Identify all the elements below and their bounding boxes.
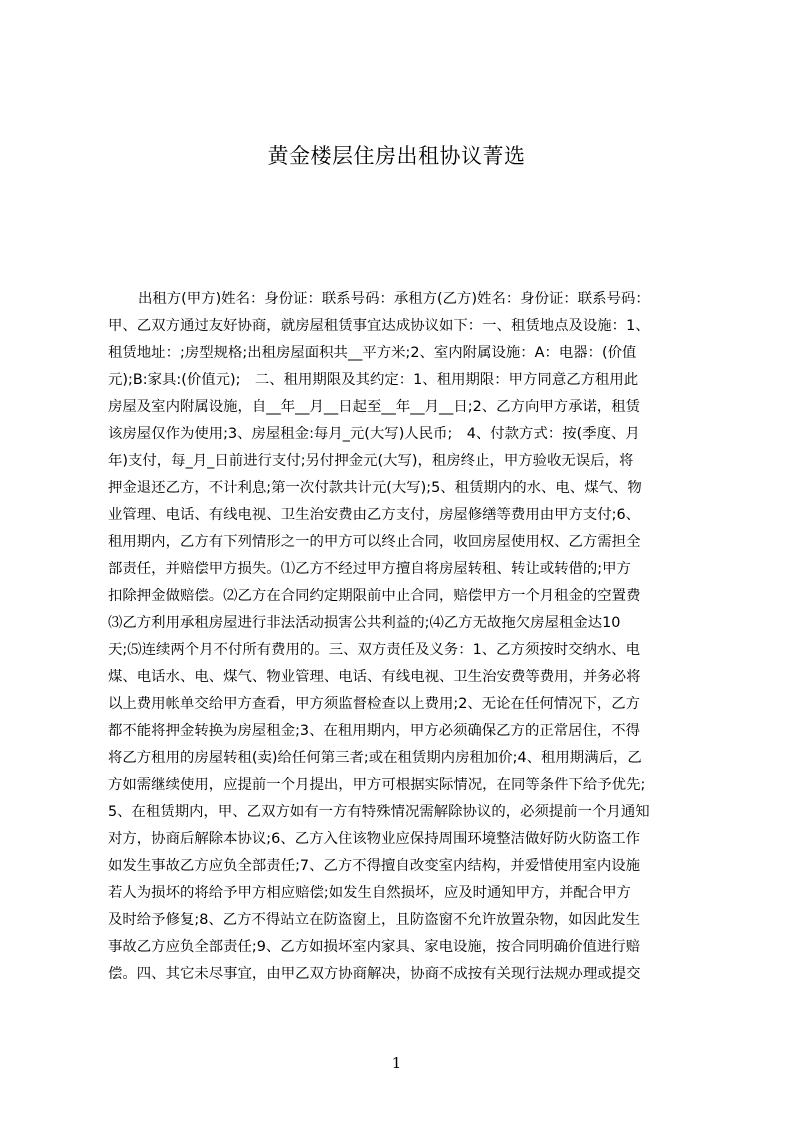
body-line: 出租方(甲方)姓名：身份证：联系号码：承租方(乙方)姓名：身份证：联系号码： [138,291,650,307]
document-title: 黄金楼层住房出租协议菁选 [267,144,526,168]
body-line: 5、在租赁期内，甲、乙双方如有一方有特殊情况需解除协议的，必须提前一个月通知 [108,804,650,820]
body-line: 若人为损坏的将给予甲方相应赔偿;如发生自然损坏，应及时通知甲方，并配合甲方 [108,885,631,901]
body-line: 租用期内，乙方有下列情形之一的甲方可以终止合同，收回房屋使用权、乙方需担全 [108,534,641,550]
body-line: 对方，协商后解除本协议;6、乙方入住该物业应保持周围环境整洁做好防火防盗工作 [108,831,641,847]
body-line: 及时给予修复;8、乙方不得站立在防盗窗上，且防盗窗不允许放置杂物，如因此发生 [108,912,641,928]
body-line: 都不能将押金转换为房屋租金;3、在租用期内，甲方必须确保乙方的正常居住，不得 [108,723,641,739]
body-line: 该房屋仅作为使用;3、房屋租金:每月_元(大写)人民币; 4、付款方式：按(季度、月 [108,426,640,442]
body-line: 租赁地址：;房型规格;出租房屋面积共__平方米;2、室内附属设施：A：电器：(价值 [108,345,637,361]
body-line: 年)支付，每_月_日前进行支付;另付押金元(大写)，租房终止，甲方验收无误后，将 [108,453,634,469]
body-line: 天;⑸连续两个月不付所有费用的。三、双方责任及义务：1、乙方须按时交纳水、电 [108,642,641,658]
body-line: 部责任，并赔偿甲方损失。⑴乙方不经过甲方擅自将房屋转租、转让或转借的;甲方 [108,561,631,577]
body-line: 房屋及室内附属设施，自__年__月__日起至__年__月__日;2、乙方向甲方承诺，租赁 [108,399,641,415]
body-line: 以上费用帐单交给甲方查看，甲方须监督检查以上费用;2、无论在任何情况下，乙方 [108,696,641,712]
body-line: 业管理、电话、有线电视、卫生治安费由乙方支付，房屋修缮等费用由甲方支付;6、 [108,507,641,523]
body-line: ⑶乙方利用承租房屋进行非法活动损害公共利益的;⑷乙方无故拖欠房屋租金达10 [108,615,621,631]
body-line: 偿。四、其它未尽事宜，由甲乙双方协商解决，协商不成按有关现行法规办理或提交 [108,966,641,982]
body-line: 押金退还乙方，不计利息;第一次付款共计元(大写);5、租赁期内的水、电、煤气、物 [108,480,642,496]
body-line: 元);B:家具:(价值元); 二、租用期限及其约定：1、租用期限：甲方同意乙方租用此 [108,372,639,388]
document-body [108,286,698,988]
body-line: 方如需继续使用，应提前一个月提出，甲方可根据实际情况，在同等条件下给予优先; [108,777,646,793]
body-line: 甲、乙双方通过友好协商，就房屋租赁事宜达成协议如下：一、租赁地点及设施：1、 [108,318,650,334]
body-line: 扣除押金做赔偿。⑵乙方在合同约定期限前中止合同，赔偿甲方一个月租金的空置费 [108,588,641,604]
body-line: 将乙方租用的房屋转租(卖)给任何第三者;或在租赁期内房租加价;4、租用期满后，乙 [108,750,642,766]
body-line: 煤、电话水、电、煤气、物业管理、电话、有线电视、卫生治安费等费用，并务必将 [108,669,641,685]
body-line: 如发生事故乙方应负全部责任;7、乙方不得擅自改变室内结构，并爱惜使用室内设施 [108,858,641,874]
body-line: 事故乙方应负全部责任;9、乙方如损坏室内家具、家电设施，按合同明确价值进行赔 [108,939,641,955]
page-number: 1 [391,1054,402,1072]
